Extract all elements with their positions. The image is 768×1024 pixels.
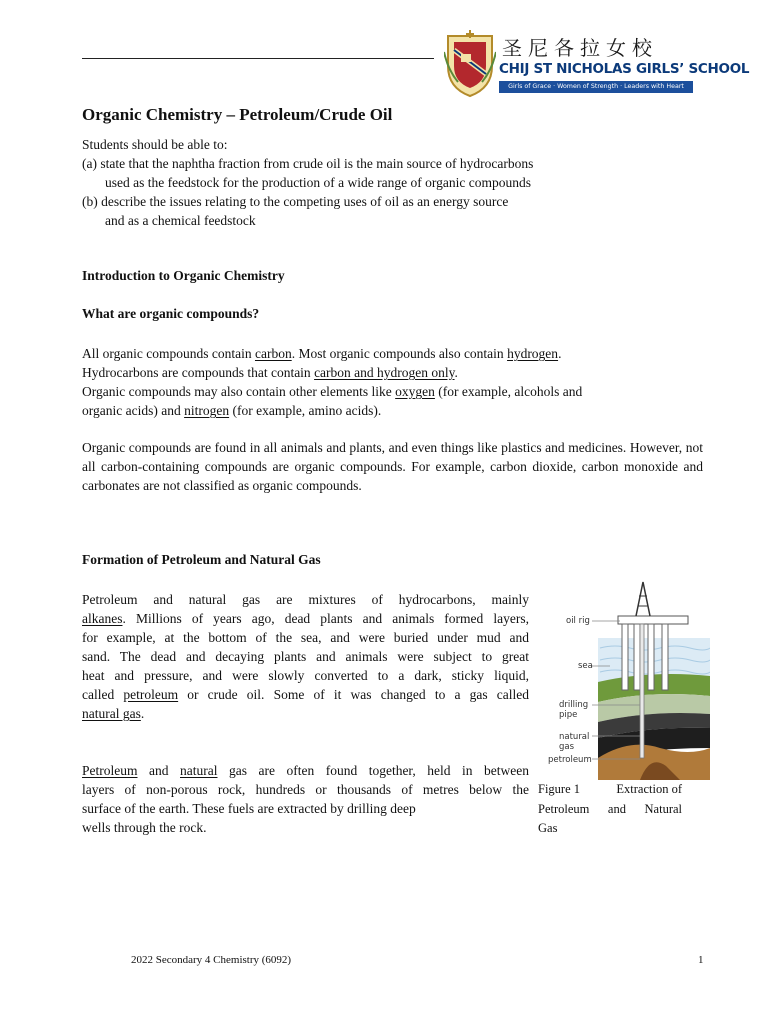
paragraph-line: sand. The dead and decaying plants and animals were subject to great <box>82 649 529 664</box>
key-term-oxygen: oxygen <box>395 384 435 399</box>
paragraph-line <box>82 363 582 382</box>
caption-line <box>538 780 682 800</box>
section-heading-intro: Introduction to Organic Chemistry <box>82 268 285 283</box>
text-run: . Millions of years ago, dead plants and animals formed layers, <box>122 611 529 626</box>
figure-caption <box>538 780 682 839</box>
section-heading-formation: Formation of Petroleum and Natural Gas <box>82 552 321 567</box>
paragraph-line: Petroleum and natural gas are mixtures of hydrocarbons, mainly <box>82 592 529 607</box>
caption-line: Gas <box>538 821 558 835</box>
school-logo <box>444 30 750 102</box>
section-heading-question: What are organic compounds? <box>82 306 260 321</box>
paragraph-line <box>82 685 529 704</box>
text-run: gas are often found together, held in between <box>217 763 529 778</box>
caption-line <box>538 800 682 820</box>
school-crest-icon <box>444 30 496 100</box>
text-run: and <box>607 801 626 816</box>
footer-course: 2022 Secondary 4 Chemistry (6092) <box>131 954 292 966</box>
text-run: Petroleum <box>538 801 590 816</box>
text-run: Organic compounds may also contain other elements like <box>82 384 396 399</box>
text-run: . <box>558 346 562 361</box>
school-motto: Girls of Grace · Women of Strength · Leaders with Heart <box>499 81 693 93</box>
label-drilling-pipe-1: drilling <box>559 700 589 710</box>
paragraph-formation <box>82 590 529 723</box>
text-run: Extraction of <box>616 782 682 796</box>
paragraph-line <box>82 761 529 780</box>
text-run: . Most organic compounds also contain <box>291 346 508 361</box>
text-run: . <box>454 365 458 380</box>
text-run: . <box>140 706 145 721</box>
key-term-petroleum: petroleum <box>123 687 179 702</box>
paragraph-line: heat and pressure, and were slowly converted to a dark, sticky liquid, <box>82 668 529 683</box>
text-run: (for example, alcohols and <box>434 384 583 399</box>
objective-a-line-2: used as the feedstock for the production of a wide range of organic compounds <box>105 175 531 190</box>
header-rule <box>82 58 434 59</box>
text-run: Figure 1 <box>538 782 581 796</box>
key-term-carbon: carbon <box>254 346 292 361</box>
key-term-alkanes: alkanes <box>82 611 123 626</box>
paragraph-organic-examples: Organic compounds are found in all animals and plants, and even things like plastics and medicines. However, not all carbon-containing compounds are organic compounds. For example, carbon dioxide, carbon monoxide and carbonates are not classified as organic compounds. <box>82 440 703 493</box>
key-term-carbon-hydrogen-only: carbon and hydrogen only <box>314 365 455 380</box>
figure-labels <box>540 578 596 780</box>
label-natural-gas-2: gas <box>559 742 575 752</box>
text-run: organic acids) and <box>82 403 185 418</box>
paragraph-line: for example, at the bottom of the sea, and were buried under mud and <box>82 630 529 645</box>
label-oil-rig: oil rig <box>566 616 590 626</box>
objective-b-line-1: (b) describe the issues relating to the competing uses of oil as an energy source <box>82 194 509 209</box>
label-natural-gas-1: natural <box>559 732 590 742</box>
text-run: or crude oil. Some of it was changed to a gas called <box>178 687 529 702</box>
paragraph-line <box>82 382 582 401</box>
paragraph-organic-definition <box>82 344 582 420</box>
label-petroleum: petroleum <box>548 755 592 765</box>
objective-b-line-2: and as a chemical feedstock <box>105 213 256 228</box>
paragraph-line <box>82 401 582 420</box>
text-run: and <box>137 763 180 778</box>
text-run: Hydrocarbons are compounds that contain <box>82 365 315 380</box>
paragraph-extraction <box>82 761 529 837</box>
key-term-nitrogen: nitrogen <box>184 403 230 418</box>
objective-a-line-1: (a) state that the naphtha fraction from crude oil is the main source of hydrocarbons <box>82 156 534 171</box>
text-run: (for example, amino acids). <box>229 403 382 418</box>
key-term-natural-gas: natural gas <box>82 706 141 721</box>
key-term-hydrogen: hydrogen <box>507 346 559 361</box>
text-run: All organic compounds contain <box>82 346 255 361</box>
objectives-intro: Students should be able to: <box>82 137 228 152</box>
paragraph-line <box>82 609 529 628</box>
text-run: Natural <box>644 801 682 816</box>
label-drilling-pipe-2: pipe <box>559 710 578 720</box>
label-sea: sea <box>578 661 593 671</box>
school-name-english: CHIJ ST NICHOLAS GIRLS’ SCHOOL <box>499 61 750 77</box>
page-number: 1 <box>698 954 704 966</box>
school-name-chinese: 圣尼各拉女校 <box>502 36 658 60</box>
paragraph-line <box>82 344 582 363</box>
page-title: Organic Chemistry – Petroleum/Crude Oil <box>82 105 393 124</box>
learning-objectives <box>82 135 533 230</box>
key-term-natural: natural <box>180 763 218 778</box>
key-term-petroleum: Petroleum <box>82 763 138 778</box>
paragraph-line <box>82 704 529 723</box>
paragraph-line: surface of the earth. These fuels are extracted by drilling deep <box>82 801 416 816</box>
paragraph-line: wells through the rock. <box>82 820 207 835</box>
paragraph-line: layers of non-porous rock, hundreds or thousands of metres below the <box>82 782 529 797</box>
text-run: called <box>82 687 124 702</box>
